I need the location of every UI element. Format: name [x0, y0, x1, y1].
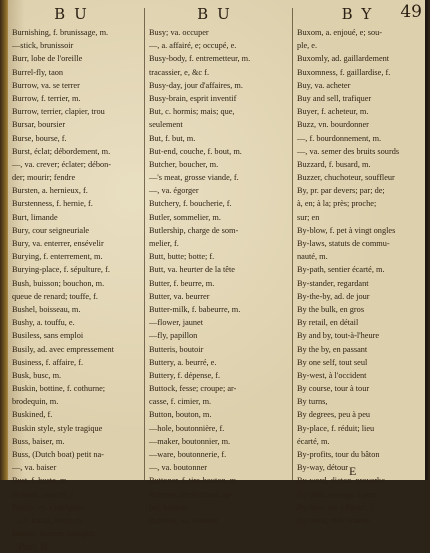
entry-line: —, a. affairé, e; occupé, e. [149, 41, 237, 51]
entry-line: casse, f. cimier, m. [149, 397, 212, 407]
entry-line: Buttock, fesse; croupe; ar- [149, 384, 237, 394]
column-2 [149, 4, 287, 525]
entry-line: Butteris, boutoir [149, 344, 204, 354]
entry-line: By-blow, f. pet à vingt ongles [297, 225, 396, 235]
dictionary-page [8, 0, 428, 553]
entry-line: By-jobb, ouvrage à part [297, 489, 376, 499]
entry-line: Buss, (Dutch boat) petit na- [12, 450, 104, 459]
entry-line: —, f. fracas, bruit, m. [12, 515, 84, 525]
entry-line: Butt, va. heurter de la tête [149, 265, 235, 275]
entry-line: ple, e. [297, 41, 318, 51]
entry-line: Busy; va. occuper [149, 28, 209, 37]
entry-list [12, 26, 138, 540]
entry-line: —maker, boutonnier, m. [149, 436, 231, 446]
entry-line: melier, f. [149, 239, 179, 248]
entry-line: Buzzard, f. busard, m. [297, 159, 371, 169]
entry-line: By course, tour à tour [297, 384, 370, 394]
entry-line: Burrow, f. terrier, m. [12, 93, 81, 103]
entry-line: —hole, boutonnière, f. [149, 423, 225, 433]
entry-line: Butter, f. beurre, m. [149, 278, 215, 288]
entry-line: Busiless, sans emploi [12, 331, 84, 341]
page-number: 49 [400, 2, 422, 22]
entry-line: Burying, f. enterrement, m. [12, 252, 103, 262]
entry-line: seulement [149, 120, 183, 130]
entry-line: Buy, va. acheter [297, 80, 351, 90]
entry-line: Bustle, vn. s'intriguer [12, 502, 84, 512]
entry-line: Buttress, va. soutenir [149, 515, 220, 525]
entry-line: Bust, f. buste, m. [12, 476, 69, 486]
entry-line: Buttoner, f. tire-bouton, m. [149, 476, 239, 486]
entry-line: der; mourir; fendre [12, 173, 76, 183]
entry-line: Bury, cour seigneuriale [12, 225, 90, 235]
entry-line: By-town, ville écartée [297, 515, 371, 525]
entry-line: By, pr. par devers; par; de; [297, 186, 385, 196]
entry-line: Bushy, a. touffu, e. [12, 318, 75, 328]
entry-line: Business, f. affaire, f. [12, 357, 84, 367]
entry-line: Burrow, va. se terrer [12, 80, 80, 90]
entry-line: —ware, boutonnerie, f. [149, 450, 227, 459]
entry-line: By-laws, statuts de commu- [297, 239, 390, 248]
entry-line: Busy-brain, esprit inventif [149, 93, 237, 103]
entry-line: Burying-place, f. sépulture, f. [12, 265, 110, 275]
entry-list [149, 26, 287, 527]
column-1 [12, 4, 138, 553]
column-header: BU [197, 5, 239, 23]
entry-line: Buskin, bottine, f. cothurne; [12, 384, 106, 394]
entry-line: Buttery, a. beurré, e. [149, 357, 217, 367]
column-header: BU [54, 5, 96, 23]
entry-line: Buskin style, style tragique [12, 423, 103, 433]
entry-line: By retail, en détail [297, 318, 359, 328]
entry-line: By-lane, rue à l'écart, f. [297, 502, 375, 512]
entry-line: Bury, va. enterrer, ensévelir [12, 239, 104, 248]
entry-line: Busy-body, f. entremetteur, m. [149, 54, 251, 64]
entry-line: Bushel, boisseau, m. [12, 304, 81, 314]
entry-line: By-word, dicton, proverbe [297, 476, 386, 486]
signature-mark: E [349, 464, 357, 478]
entry-line: —, va. semer des bruits sourds [297, 146, 400, 156]
entry-line: By-west, à l'occident [297, 370, 367, 380]
entry-line: Bustler, homme intrigant [12, 529, 95, 539]
entry-line: Buy and sell, trafiquer [297, 93, 372, 103]
column-rule [292, 8, 293, 480]
entry-line: By turns, [297, 397, 328, 407]
entry-line: Bustard, outarde, f. [12, 489, 76, 499]
entry-line: Burse, bourse, f. [12, 133, 67, 143]
entry-line: Buxomness, f. gaillardise, f. [297, 67, 391, 77]
entry-line: queue de renard; touffe, f. [12, 291, 99, 301]
column-3 [297, 4, 425, 525]
entry-line: Butler, sommelier, m. [149, 212, 221, 222]
entry-line: Burr, lobe de l'oreille [12, 54, 83, 64]
entry-line: Busk, busc, m. [12, 370, 62, 380]
entry-line: Burrel-fly, taon [12, 67, 64, 77]
entry-line: By the bulk, en gros [297, 304, 365, 314]
entry-line: By-way, détour [297, 463, 349, 473]
entry-line: —, va. boutonner [149, 463, 208, 473]
entry-line: Buss, baiser, m. [12, 436, 65, 446]
entry-line: écarté, m. [297, 436, 330, 446]
entry-line: —stick, brunissoir [12, 41, 74, 51]
entry-line: But-end, couche, f. bout, m. [149, 146, 242, 156]
entry-line: Burstenness, f. hernie, f. [12, 199, 93, 209]
entry-line: By-stander, regardant [297, 278, 369, 288]
page-edge [425, 0, 428, 480]
entry-line: —, va. crever; éclater; débon- [12, 159, 112, 169]
entry-line: Busily, ad. avec empressement [12, 344, 114, 354]
entry-line: Buttery, f. dépense, f. [149, 370, 221, 380]
entry-line: —, va. baiser [12, 463, 57, 473]
entry-line: By and by, tout-à-l'heure [297, 331, 380, 341]
entry-line: By-path, sentier écarté, m. [297, 265, 385, 275]
entry-line: à, en; à la; près; proche; [297, 199, 377, 209]
entry-line: Busy-day, jour d'affaires, m. [149, 80, 243, 90]
entry-line: Buxom, a. enjoué, e; sou- [297, 28, 383, 37]
entry-line: Butchery, f. boucherie, f. [149, 199, 232, 209]
entry-line: Burrow, terrier, clapier, trou [12, 107, 105, 117]
entry-line: Buskined, f. [12, 410, 53, 420]
entry-line: But, f. but, m. [149, 133, 196, 143]
entry-list [297, 26, 425, 527]
entry-line: Burnishing, f. brunissage, m. [12, 28, 109, 37]
entry-line: pui, boutoir [149, 502, 188, 512]
entry-line: —, f. bourdonnement, m. [297, 133, 382, 143]
column-header: BY [341, 5, 381, 23]
entry-line: —flower, jaunet [149, 318, 204, 328]
entry-line: Burt, limande [12, 212, 58, 222]
entry-line: —'s meat, grosse viande, f. [149, 173, 239, 183]
entry-line: By-place, f. réduit; lieu [297, 423, 375, 433]
entry-line: By-profits, tour du bâton [297, 450, 380, 459]
entry-line: By the by, en passant [297, 344, 368, 354]
entry-line: Buttress, arc-boutant; ap- [149, 489, 234, 499]
entry-line: Buzzer, chuchoteur, souffleur [297, 173, 395, 183]
entry-line: Butlership, charge de som- [149, 225, 239, 235]
entry-line: tracassier, e, &c f. [149, 67, 210, 77]
entry-line: But, c. hormis; mais; que, [149, 107, 235, 117]
column-rule [144, 8, 145, 480]
entry-line: Bush, buisson; bouchon, m. [12, 278, 105, 288]
entry-line: Butt, butte; botte; f. [149, 252, 215, 262]
entry-line: Butcher, boucher, m. [149, 159, 219, 169]
entry-line: Bursten, a. hernieux, f. [12, 186, 88, 196]
entry-line: Butter-milk, f. babeurre, m. [149, 304, 241, 314]
entry-line: nauté, m. [297, 252, 328, 262]
entry-line: By-the-by, ad. de jour [297, 291, 370, 301]
entry-line: Buxomly, ad. gaillardement [297, 54, 390, 64]
entry-line: Button, bouton, m. [149, 410, 212, 420]
entry-line: Buyer, f. acheteur, m. [297, 107, 369, 117]
entry-line: By one self, tout seul [297, 357, 368, 367]
entry-line: —, va. égorger [149, 186, 199, 196]
entry-line: Buzz, vn. bourdonner [297, 120, 369, 130]
entry-line: sur; en [297, 212, 320, 222]
entry-line: brodequin, m. [12, 397, 59, 407]
entry-line: Burst, éclat; débordement, m. [12, 146, 111, 156]
entry-line: Bursar, boursier [12, 120, 66, 130]
part-label: Part. II. [18, 542, 50, 553]
entry-line: —fly, papillon [149, 331, 198, 341]
entry-line: Butter, va. beurrer [149, 291, 210, 301]
entry-line: By degrees, peu à peu [297, 410, 371, 420]
